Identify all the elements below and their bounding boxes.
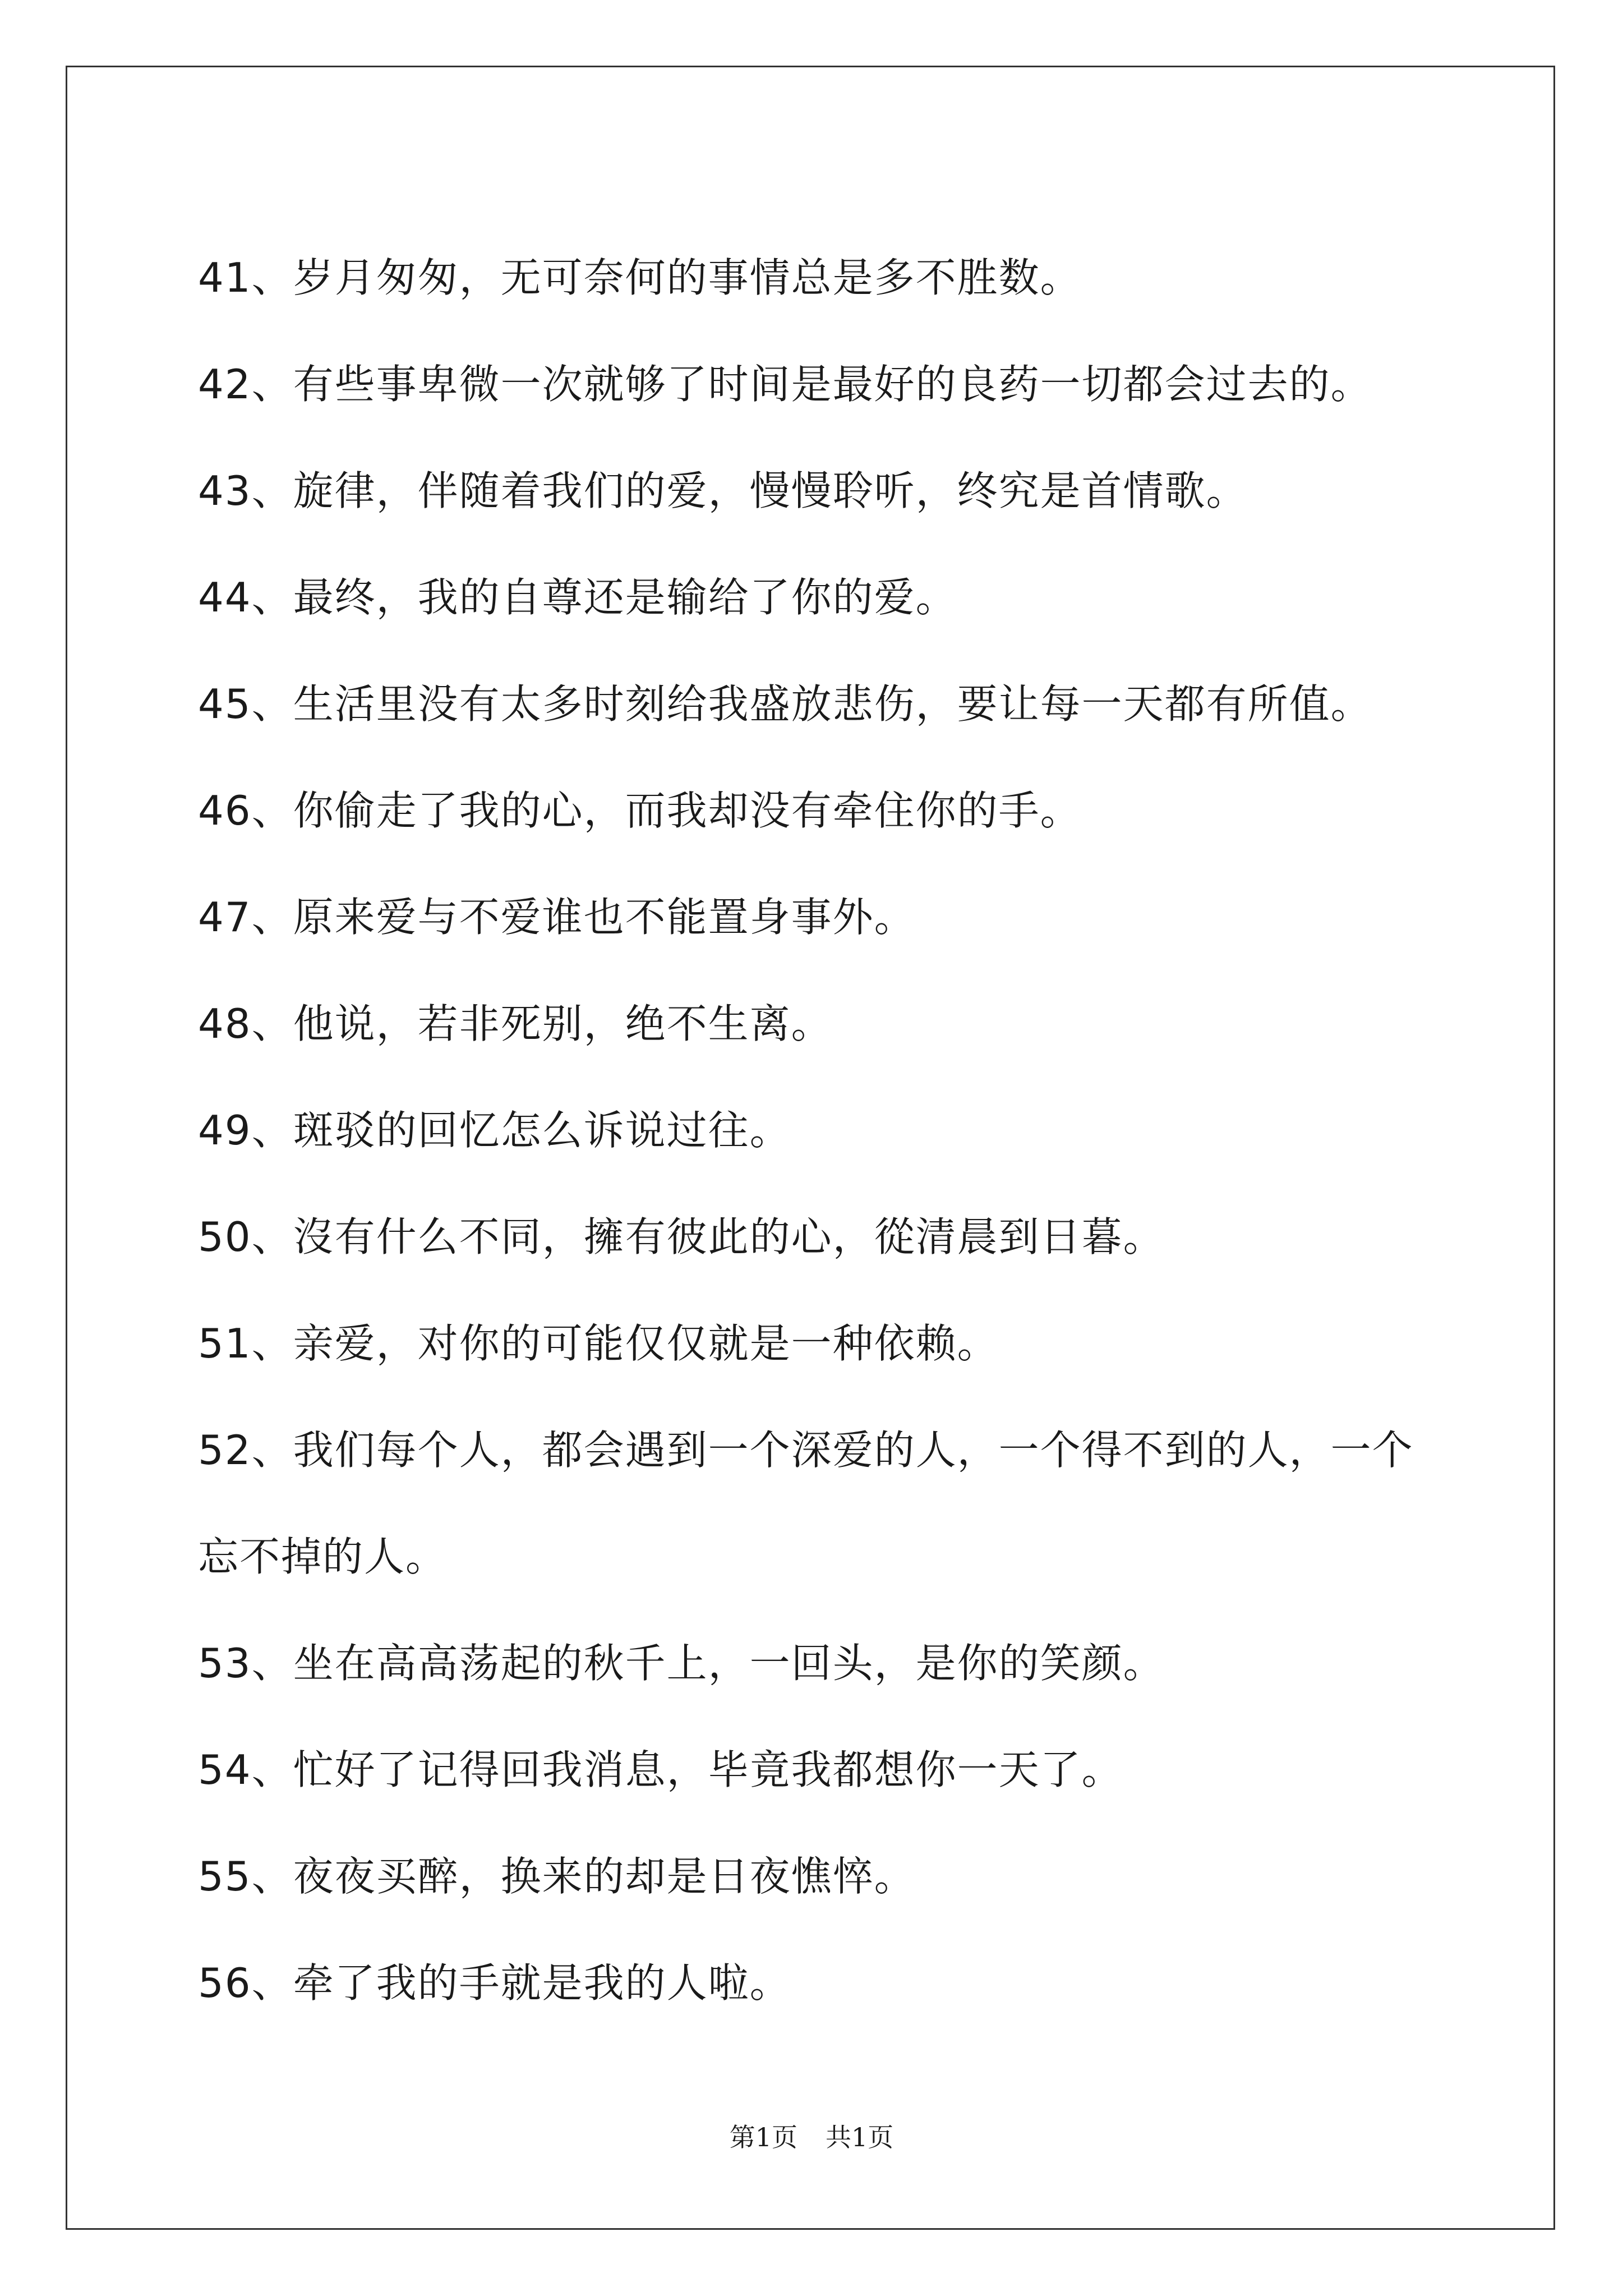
item-number: 55 [198, 1853, 252, 1900]
item-separator: 、 [251, 1427, 293, 1474]
item-separator: 、 [251, 361, 293, 408]
item-text: 亲爱，对你的可能仅仅就是一种依赖。 [293, 1320, 999, 1367]
item-separator: 、 [251, 1320, 293, 1367]
item-number: 45 [198, 680, 252, 728]
item-text: 牵了我的手就是我的人啦。 [293, 1959, 791, 2007]
quote-list [198, 224, 1454, 2036]
list-item [198, 1610, 1454, 1717]
item-text: 生活里没有太多时刻给我盛放悲伤，要让每一天都有所值。 [293, 680, 1372, 728]
item-number: 43 [198, 467, 252, 514]
item-separator: 、 [251, 1746, 293, 1793]
item-number: 50 [198, 1213, 252, 1260]
item-text: 忙好了记得回我消息，毕竟我都想你一天了。 [293, 1746, 1123, 1793]
page-total: 共1页 [826, 2122, 894, 2152]
item-text: 最终，我的自尊还是输给了你的爱。 [293, 574, 957, 621]
item-separator: 、 [251, 1000, 293, 1047]
item-separator: 、 [251, 1213, 293, 1260]
list-item [198, 1184, 1454, 1290]
item-number: 51 [198, 1320, 252, 1367]
item-number: 47 [198, 894, 252, 941]
item-number: 52 [198, 1427, 252, 1474]
list-item [198, 331, 1454, 438]
item-separator: 、 [251, 894, 293, 941]
item-text: 岁月匆匆，无可奈何的事情总是多不胜数。 [293, 254, 1082, 301]
item-number: 46 [198, 787, 252, 834]
item-text: 原来爱与不爱谁也不能置身事外。 [293, 894, 916, 941]
item-number: 49 [198, 1107, 252, 1154]
item-separator: 、 [251, 1853, 293, 1900]
list-item [198, 544, 1454, 651]
page-number: 第1页 [729, 2122, 797, 2152]
item-text: 你偷走了我的心，而我却没有牵住你的手。 [293, 787, 1082, 834]
item-number: 56 [198, 1959, 252, 2007]
item-separator: 、 [251, 467, 293, 514]
item-text: 夜夜买醉，换来的却是日夜憔悴。 [293, 1853, 916, 1900]
item-separator: 、 [251, 680, 293, 728]
item-number: 53 [198, 1640, 252, 1687]
list-item [198, 224, 1454, 331]
item-separator: 、 [251, 1959, 293, 2007]
item-text: 有些事卑微一次就够了时间是最好的良药一切都会过去的。 [293, 361, 1372, 408]
list-item [198, 1717, 1454, 1823]
item-separator: 、 [251, 574, 293, 621]
item-number: 42 [198, 361, 252, 408]
list-item [198, 757, 1454, 864]
item-number: 44 [198, 574, 252, 621]
item-separator: 、 [251, 1107, 293, 1154]
item-text: 坐在高高荡起的秋千上，一回头，是你的笑颜。 [293, 1640, 1165, 1687]
item-text: 他说，若非死别，绝不生离。 [293, 1000, 833, 1047]
item-separator: 、 [251, 787, 293, 834]
list-item [198, 1823, 1454, 1930]
list-item [198, 1290, 1454, 1397]
page-footer [0, 2120, 1623, 2154]
list-item [198, 1077, 1454, 1184]
list-item [198, 438, 1454, 544]
item-text: 我们每个人，都会遇到一个深爱的人，一个得不到的人，一个忘不掉的人。 [198, 1427, 1414, 1580]
list-item [198, 970, 1454, 1077]
item-number: 41 [198, 254, 252, 301]
item-text: 旋律，伴随着我们的爱，慢慢聆听，终究是首情歌。 [293, 467, 1248, 514]
item-separator: 、 [251, 1640, 293, 1687]
item-text: 斑驳的回忆怎么诉说过往。 [293, 1107, 791, 1154]
item-text: 沒有什么不同，擁有彼此的心，從清晨到日暮。 [293, 1213, 1165, 1260]
list-item [198, 651, 1454, 757]
list-item [198, 1397, 1454, 1610]
item-separator: 、 [251, 254, 293, 301]
item-number: 54 [198, 1746, 252, 1793]
list-item [198, 864, 1454, 970]
item-number: 48 [198, 1000, 252, 1047]
list-item [198, 1930, 1454, 2036]
